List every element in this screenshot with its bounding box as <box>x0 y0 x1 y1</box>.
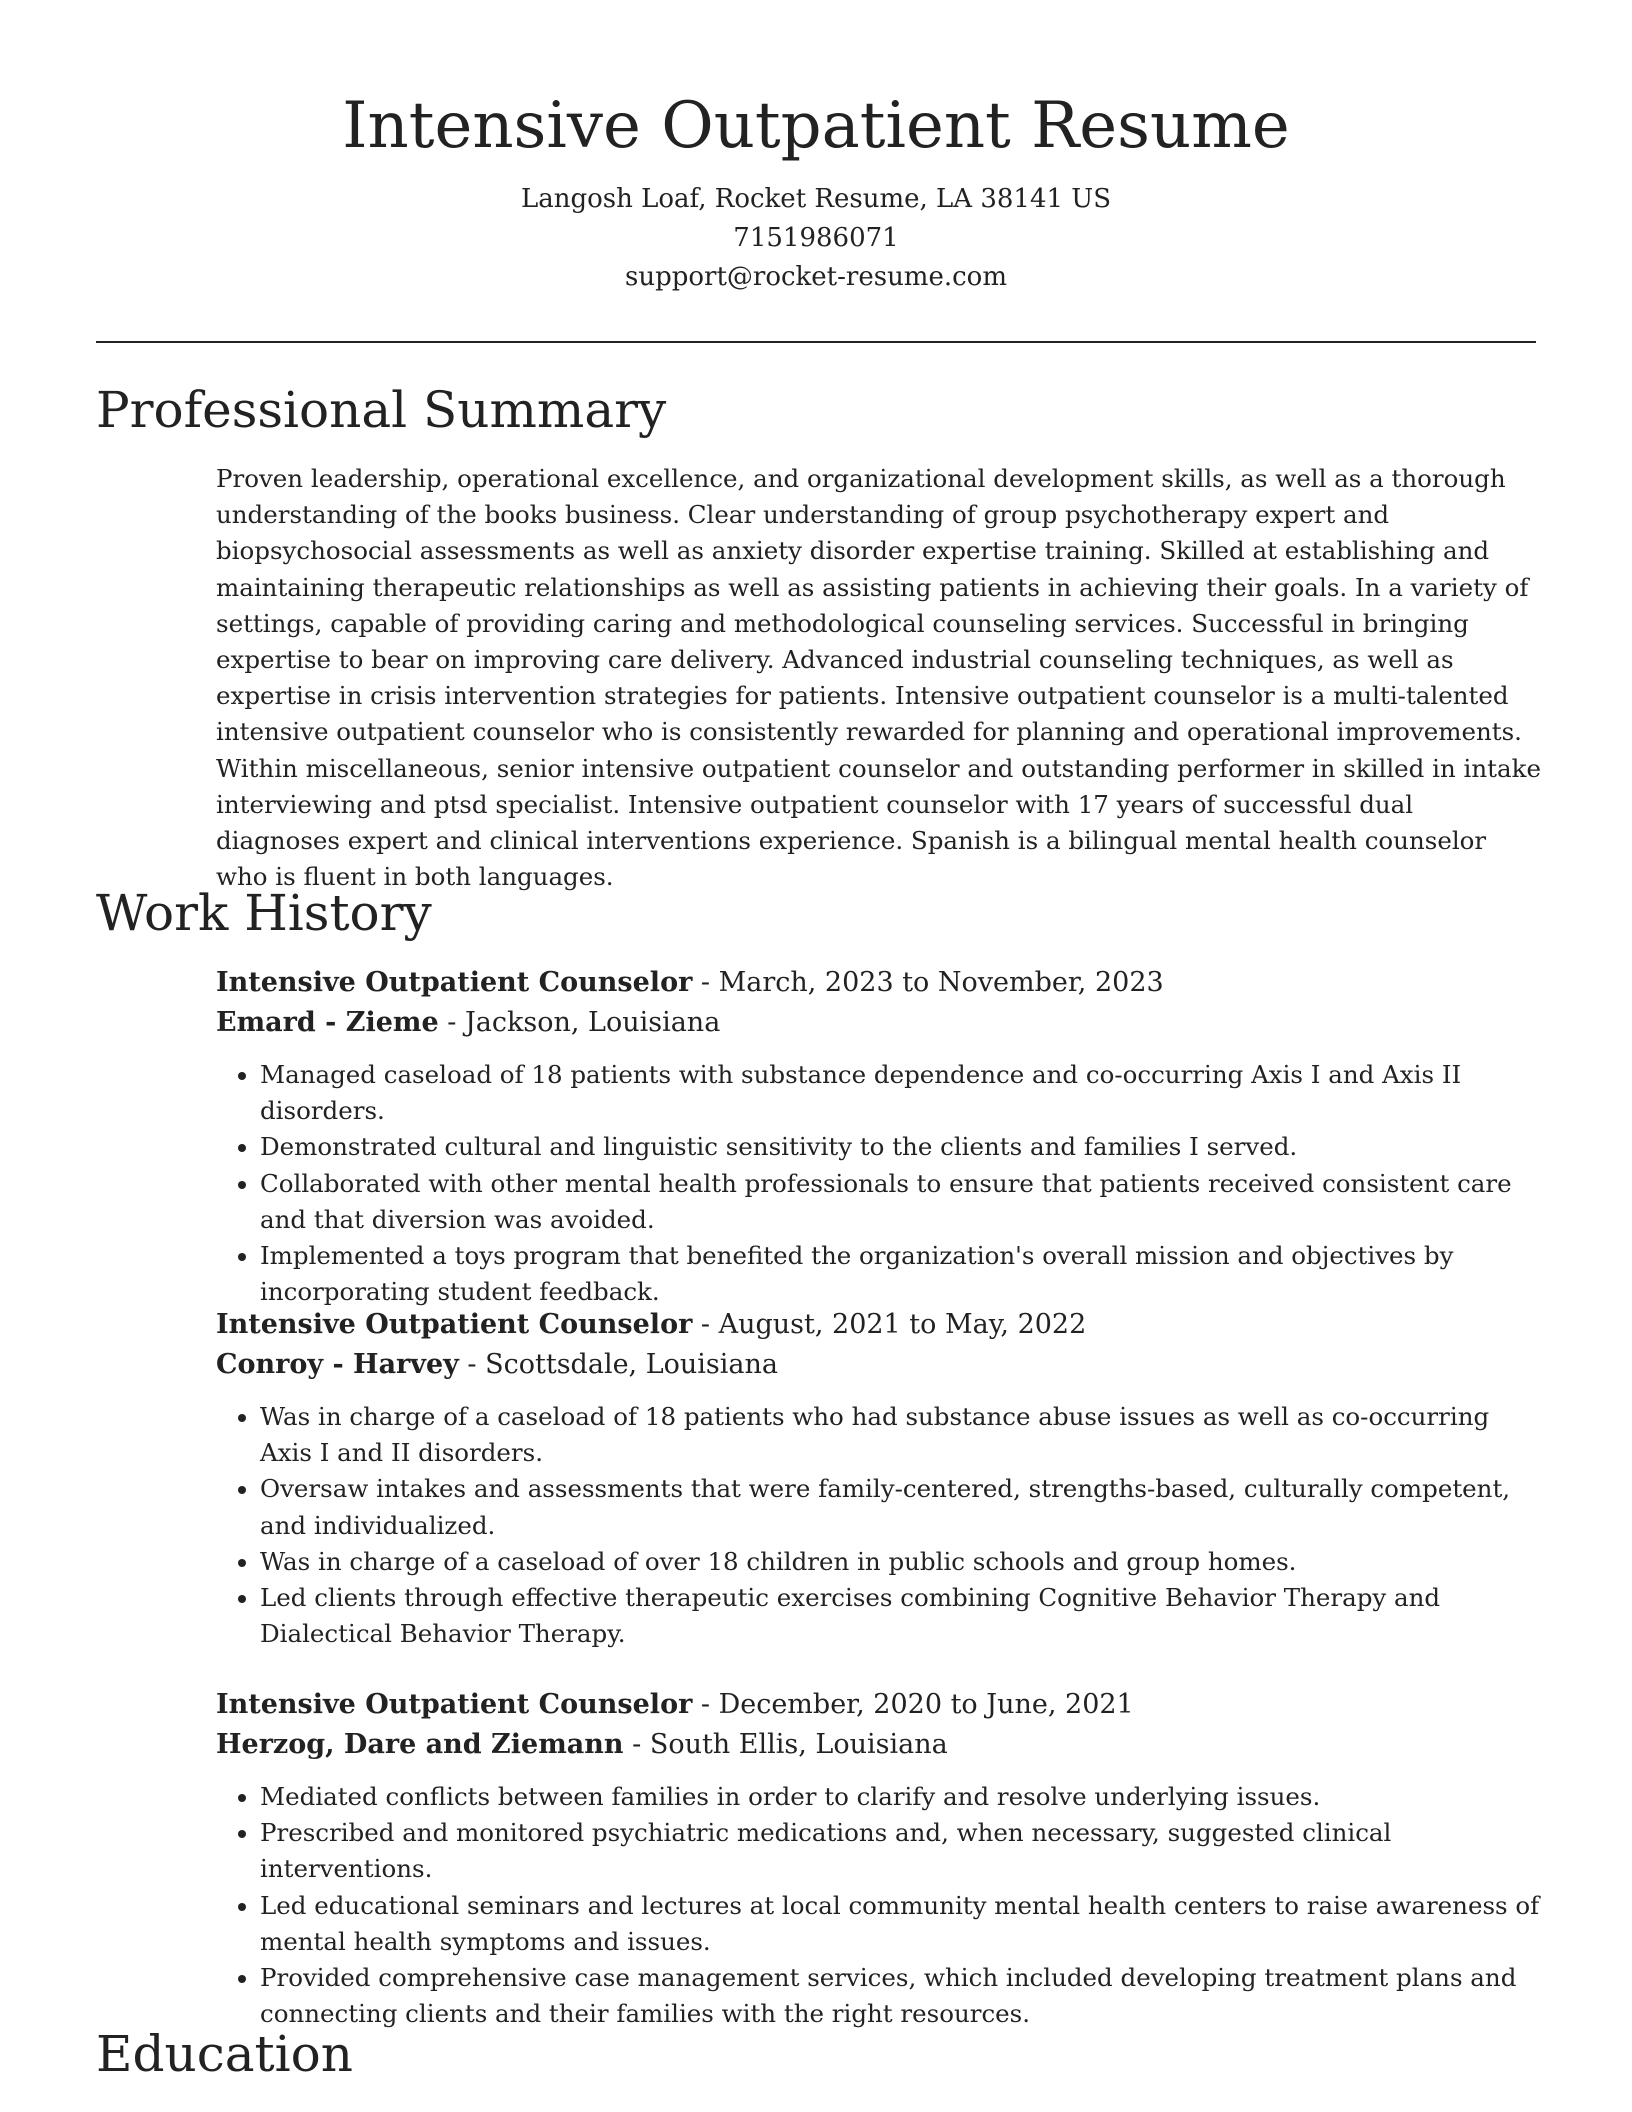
job-dates: - March, 2023 to November, 2023 <box>692 967 1164 998</box>
section-title-summary: Professional Summary <box>96 381 667 439</box>
contact-info <box>96 180 1536 297</box>
job-bullet: • Was in charge of a caseload of 18 patients who had substance abuse issues as well as co-occurring Axis I and II disorders. <box>260 1399 1544 1471</box>
job-dates: - December, 2020 to June, 2021 <box>692 1689 1134 1720</box>
job-entry <box>216 1305 1544 1652</box>
contact-address: Langosh Loaf, Rocket Resume, LA 38141 US <box>520 184 1112 214</box>
job-bullet: • Oversaw intakes and assessments that were family-centered, strengths-based, culturally competent, and individualized. <box>260 1471 1544 1543</box>
resume-title: Intensive Outpatient Resume <box>342 89 1290 163</box>
job-bullet: • Demonstrated cultural and linguistic sensitivity to the clients and families I served. <box>260 1129 1544 1165</box>
job-bullet: • Prescribed and monitored psychiatric medications and, when necessary, suggested clinical interventions. <box>260 1815 1544 1887</box>
header-divider <box>96 341 1536 343</box>
job-entry <box>216 963 1544 1310</box>
job-company-line <box>216 1345 1544 1385</box>
job-bullet: • Provided comprehensive case management services, which included developing treatment plans and connecting clients and their families with the right resources. <box>260 1960 1544 2032</box>
resume-header <box>96 80 1536 297</box>
job-company-line <box>216 1003 1544 1043</box>
job-title-line <box>216 963 1544 1003</box>
job-bullets <box>216 1779 1544 2032</box>
job-bullets <box>216 1057 1544 1310</box>
job-company-line <box>216 1725 1544 1765</box>
job-entry <box>216 1685 1544 2032</box>
job-role: Intensive Outpatient Counselor <box>216 967 693 998</box>
job-role: Intensive Outpatient Counselor <box>216 1689 693 1720</box>
job-location: - South Ellis, Louisiana <box>623 1729 948 1760</box>
job-company: Emard - Zieme <box>216 1007 439 1038</box>
job-location: - Jackson, Louisiana <box>438 1007 721 1038</box>
job-title-line <box>216 1305 1544 1345</box>
job-bullet: • Was in charge of a caseload of over 18 children in public schools and group homes. <box>260 1544 1544 1580</box>
job-bullet: • Led educational seminars and lectures at local community mental health centers to raise awareness of mental health symptoms and issues. <box>260 1888 1544 1960</box>
contact-email: support@rocket-resume.com <box>624 262 1007 292</box>
job-bullet: • Led clients through effective therapeutic exercises combining Cognitive Behavior Therapy and Dialectical Behavior Therapy. <box>260 1580 1544 1652</box>
job-location: - Scottsdale, Louisiana <box>458 1349 779 1380</box>
job-dates: - August, 2021 to May, 2022 <box>692 1309 1087 1340</box>
section-title-education: Education <box>96 2025 353 2083</box>
job-bullets <box>216 1399 1544 1652</box>
job-bullet: • Implemented a toys program that benefited the organization's overall mission and objectives by incorporating student feedback. <box>260 1238 1544 1310</box>
job-bullet: • Collaborated with other mental health professionals to ensure that patients received consistent care and that diversion was avoided. <box>260 1166 1544 1238</box>
contact-phone: 7151986071 <box>733 223 899 253</box>
job-company: Herzog, Dare and Ziemann <box>216 1729 624 1760</box>
job-title-line <box>216 1685 1544 1725</box>
job-role: Intensive Outpatient Counselor <box>216 1309 693 1340</box>
job-bullet: • Managed caseload of 18 patients with substance dependence and co-occurring Axis I and Axis II disorders. <box>260 1057 1544 1129</box>
summary-text: Proven leadership, operational excellence, and organizational development skills, as well as a thorough understanding of the books business. Clear understanding of group psychotherapy expert and biopsychosocial assessments as well as anxiety disorder expertise training. Skilled at establishing and maintaining therapeutic relationships as well as assisting patients in achieving their goals. In a variety of settings, capable of providing caring and methodological counseling services. Successful in bringing expertise to bear on improving care delivery. Advanced industrial counseling techniques, as well as expertise in crisis intervention strategies for patients. Intensive outpatient counselor is a multi-talented intensive outpatient counselor who is consistently rewarded for planning and operational improvements. Within miscellaneous, senior intensive outpatient counselor and outstanding performer in skilled in intake interviewing and ptsd specialist. Intensive outpatient counselor with 17 years of successful dual diagnoses expert and clinical interventions experience. Spanish is a bilingual mental health counselor who is fluent in both languages. <box>216 464 1541 892</box>
section-title-work-history: Work History <box>96 884 432 942</box>
job-bullet: • Mediated conflicts between families in order to clarify and resolve underlying issues. <box>260 1779 1544 1815</box>
job-company: Conroy - Harvey <box>216 1349 459 1380</box>
